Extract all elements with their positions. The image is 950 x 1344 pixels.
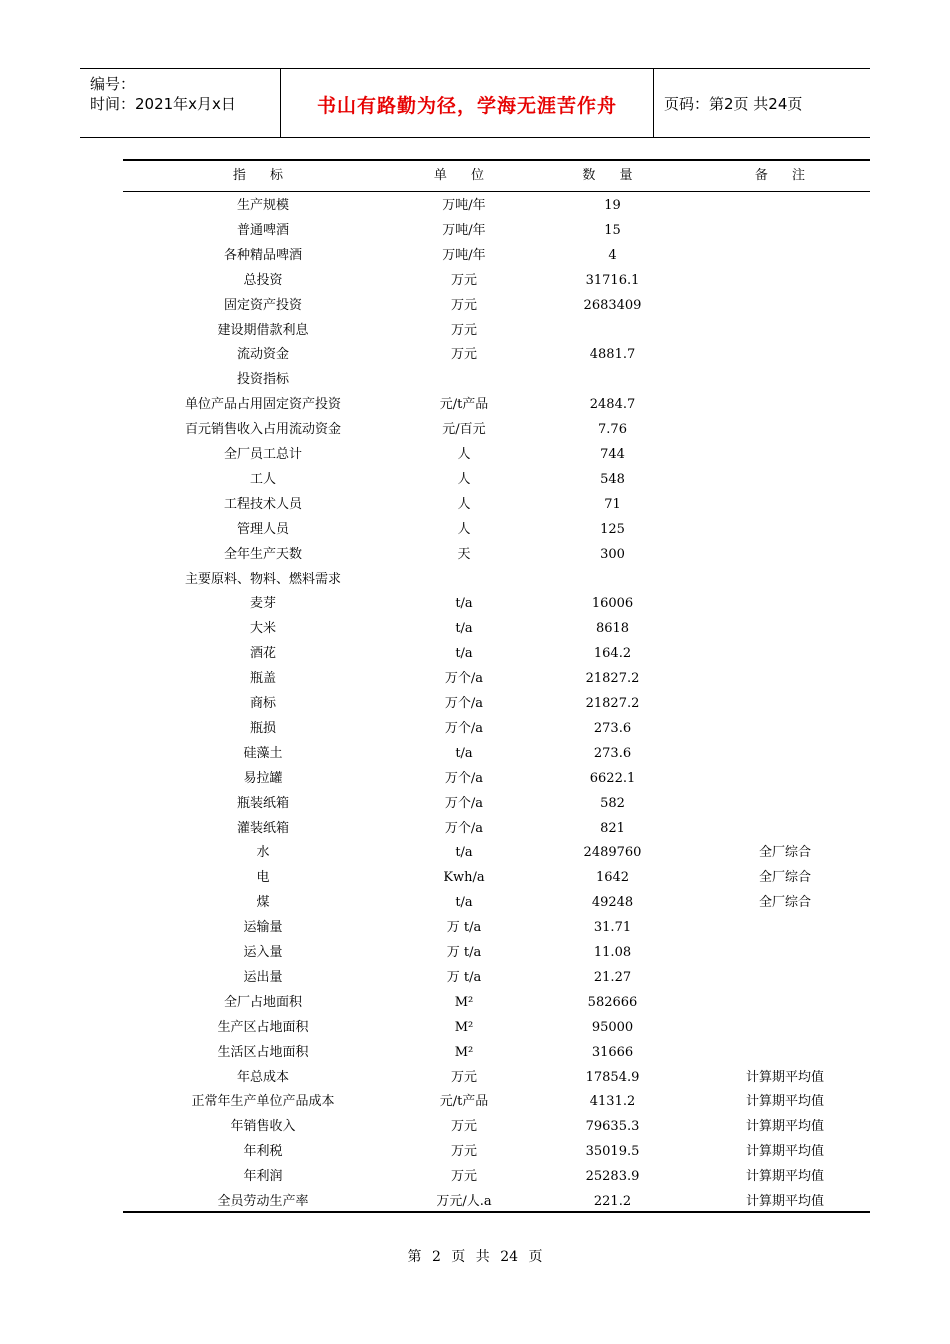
- table-row: [123, 940, 870, 965]
- row-unit: t/a: [455, 745, 473, 761]
- table-row: [123, 542, 870, 567]
- row-indicator: 固定资产投资: [223, 297, 302, 313]
- table-header-row: [123, 161, 870, 192]
- row-indicator: 单位产品占用固定资产投资: [184, 397, 341, 413]
- row-quantity: 17854.9: [585, 1069, 640, 1085]
- row-quantity: 21827.2: [585, 671, 640, 687]
- row-unit: 人: [457, 447, 471, 462]
- table-row: [123, 218, 870, 243]
- row-unit: 万元: [450, 322, 477, 338]
- row-quantity: 79635.3: [585, 1119, 640, 1135]
- row-unit: t/a: [455, 845, 473, 861]
- row-indicator: 大米: [249, 621, 276, 637]
- row-indicator: 灌装纸箱: [236, 820, 289, 836]
- row-indicator: 全年生产天数: [223, 546, 302, 562]
- row-unit: 万个/a: [444, 820, 484, 836]
- row-unit: M²: [454, 1044, 474, 1060]
- page-footer: 第 2 页 共 24 页: [407, 1249, 543, 1265]
- row-indicator: 工人: [249, 471, 276, 487]
- row-quantity: 2484.7: [589, 397, 636, 413]
- table-row: [123, 1089, 870, 1114]
- table-row: [123, 641, 870, 666]
- row-quantity: 548: [600, 471, 625, 487]
- row-quantity: 821: [600, 820, 625, 836]
- table-row: [123, 666, 870, 691]
- row-indicator: 运入量: [243, 945, 283, 960]
- row-quantity: 19: [604, 198, 621, 213]
- row-indicator: 水: [256, 845, 270, 861]
- row-indicator: 煤: [256, 895, 270, 911]
- row-indicator: 年利润: [243, 1169, 283, 1185]
- row-quantity: 35019.5: [585, 1144, 640, 1160]
- row-unit: t/a: [455, 596, 473, 612]
- table-row: [123, 965, 870, 990]
- row-indicator: 硅藻土: [243, 745, 283, 761]
- row-quantity: 95000: [591, 1019, 634, 1035]
- row-quantity: 25283.9: [585, 1169, 640, 1185]
- table-row: [123, 1139, 870, 1164]
- table-row: [123, 741, 870, 766]
- row-indicator: 年利税: [243, 1144, 283, 1160]
- row-unit: 天: [457, 546, 471, 562]
- row-note: 全厂综合: [758, 845, 811, 861]
- row-indicator: 瓶装纸箱: [236, 795, 289, 811]
- row-indicator: 酒花: [249, 646, 276, 662]
- row-indicator: 全厂占地面积: [223, 994, 302, 1010]
- table-row: [123, 616, 870, 641]
- row-indicator: 各种精品啤酒: [223, 247, 302, 263]
- row-note: 计算期平均值: [745, 1119, 824, 1135]
- row-unit: 万元: [450, 1144, 477, 1160]
- row-indicator: 全员劳动生产率: [217, 1194, 309, 1209]
- row-quantity: 273.6: [593, 720, 632, 736]
- row-quantity: 21827.2: [585, 696, 640, 711]
- row-unit: 万元: [450, 297, 477, 313]
- row-note: 全厂综合: [758, 895, 811, 911]
- indicator-table: [123, 159, 870, 1209]
- row-quantity: 4131.2: [589, 1094, 636, 1110]
- row-indicator: 主要原料、物料、燃料需求: [184, 571, 341, 587]
- row-indicator: 投资指标: [236, 372, 289, 388]
- table-row: [123, 517, 870, 542]
- column-header-note: 备 注: [754, 168, 816, 183]
- row-unit: 万元: [450, 272, 477, 288]
- row-quantity: 744: [600, 447, 625, 462]
- row-quantity: 4881.7: [589, 347, 636, 363]
- table-row: [123, 467, 870, 492]
- row-note: 计算期平均值: [745, 1094, 824, 1110]
- table-row: [123, 791, 870, 816]
- row-unit: 万元: [450, 1069, 477, 1085]
- header-right-cell: [654, 69, 870, 137]
- column-header-indicator: 指 标: [232, 168, 294, 183]
- row-quantity: 31666: [591, 1044, 634, 1060]
- doc-number-label: 编号：: [90, 75, 136, 93]
- row-quantity: 125: [600, 521, 625, 537]
- row-indicator: 年总成本: [236, 1069, 289, 1085]
- table-row: [123, 268, 870, 293]
- row-quantity: 300: [600, 546, 625, 562]
- row-unit: M²: [454, 1019, 474, 1035]
- row-unit: 人: [457, 471, 471, 487]
- row-indicator: 生活区占地面积: [217, 1044, 309, 1060]
- row-indicator: 瓶盖: [249, 671, 276, 687]
- row-indicator: 麦芽: [249, 596, 276, 612]
- row-unit: 万个/a: [444, 770, 484, 786]
- row-unit: 万 t/a: [446, 945, 482, 960]
- table-row: [123, 766, 870, 791]
- row-unit: Kwh/a: [443, 870, 485, 886]
- row-unit: t/a: [455, 895, 473, 911]
- row-quantity: 2489760: [583, 845, 642, 861]
- row-note: 计算期平均值: [745, 1144, 824, 1160]
- table-row: [123, 990, 870, 1015]
- table-row: [123, 367, 870, 392]
- row-quantity: 273.6: [593, 745, 632, 761]
- row-unit: 万个/a: [444, 696, 484, 711]
- table-row: [123, 243, 870, 268]
- table-row: [123, 816, 870, 841]
- row-unit: 万个/a: [444, 671, 484, 687]
- table-row: [123, 392, 870, 417]
- row-indicator: 工程技术人员: [223, 496, 302, 512]
- table-row: [123, 417, 870, 442]
- row-indicator: 正常年生产单位产品成本: [191, 1094, 335, 1110]
- row-quantity: 1642: [595, 870, 630, 886]
- row-unit: t/a: [455, 621, 473, 637]
- row-indicator: 建设期借款利息: [217, 322, 309, 338]
- table-row: [123, 865, 870, 890]
- row-quantity: 8618: [595, 621, 630, 637]
- row-quantity: 4: [608, 247, 617, 263]
- row-unit: 万元: [450, 1119, 477, 1135]
- row-unit: 万吨/年: [442, 222, 486, 238]
- table-row: [123, 1040, 870, 1065]
- row-indicator: 易拉罐: [243, 770, 283, 786]
- row-unit: 万元: [450, 347, 477, 363]
- table-row: [123, 567, 870, 592]
- header-motto: 书山有路勤为径，学海无涯苦作舟: [316, 95, 617, 117]
- doc-date-label: 时间：2021年x月x日: [90, 95, 236, 113]
- table-row: [123, 890, 870, 915]
- row-unit: 万个/a: [444, 720, 484, 736]
- row-note: 计算期平均值: [745, 1169, 824, 1185]
- row-unit: 元/百元: [442, 422, 486, 438]
- row-unit: M²: [454, 994, 474, 1010]
- table-row: [123, 193, 870, 218]
- row-quantity: 11.08: [593, 945, 632, 960]
- row-indicator: 普通啤酒: [236, 222, 289, 238]
- column-header-unit: 单 位: [433, 168, 495, 183]
- row-quantity: 21.27: [593, 969, 632, 985]
- page-header: [80, 68, 870, 138]
- row-note: 全厂综合: [758, 870, 811, 886]
- row-indicator: 运输量: [243, 920, 283, 936]
- row-unit: 元/t产品: [439, 1094, 489, 1110]
- table-row: [123, 691, 870, 716]
- table-row: [123, 840, 870, 865]
- header-middle-cell: [281, 69, 654, 137]
- table-row: [123, 1065, 870, 1090]
- row-quantity: 71: [604, 496, 621, 512]
- table-row: [123, 492, 870, 517]
- table-row: [123, 342, 870, 367]
- row-quantity: 31.71: [593, 920, 632, 936]
- row-indicator: 电: [256, 870, 270, 886]
- row-quantity: 6622.1: [589, 770, 636, 786]
- row-indicator: 流动资金: [236, 347, 289, 363]
- table-bottom-rule: [123, 1211, 870, 1213]
- table-row: [123, 1114, 870, 1139]
- table-row: [123, 318, 870, 343]
- row-quantity: 15: [604, 222, 621, 238]
- row-unit: 万 t/a: [446, 969, 482, 985]
- row-unit: t/a: [455, 646, 473, 662]
- row-indicator: 百元销售收入占用流动资金: [184, 422, 341, 438]
- table-row: [123, 716, 870, 741]
- table-row: [123, 1015, 870, 1040]
- row-quantity: 7.76: [598, 422, 627, 438]
- row-indicator: 全厂员工总计: [223, 447, 302, 462]
- row-quantity: 2683409: [583, 297, 642, 313]
- row-indicator: 瓶损: [249, 720, 276, 736]
- row-note: 计算期平均值: [745, 1069, 824, 1085]
- table-row: [123, 1164, 870, 1189]
- table-row: [123, 915, 870, 940]
- row-indicator: 商标: [249, 696, 276, 711]
- row-quantity: 31716.1: [585, 272, 640, 288]
- row-unit: 万个/a: [444, 795, 484, 811]
- row-unit: 元/t产品: [439, 397, 489, 413]
- row-unit: 万元: [450, 1169, 477, 1185]
- row-note: 计算期平均值: [745, 1194, 824, 1209]
- table-body: [123, 193, 870, 1209]
- row-quantity: 221.2: [593, 1194, 632, 1209]
- row-unit: 万吨/年: [442, 198, 486, 213]
- row-unit: 万吨/年: [442, 247, 486, 263]
- row-quantity: 164.2: [593, 646, 632, 662]
- column-header-quantity: 数 量: [582, 168, 643, 183]
- row-quantity: 16006: [591, 596, 634, 612]
- table-row: [123, 591, 870, 616]
- row-indicator: 管理人员: [236, 521, 289, 537]
- row-quantity: 582: [600, 795, 625, 811]
- row-unit: 人: [457, 496, 471, 512]
- row-unit: 人: [457, 521, 471, 537]
- table-row: [123, 442, 870, 467]
- row-indicator: 生产规模: [236, 198, 289, 213]
- row-indicator: 年销售收入: [230, 1119, 296, 1135]
- row-quantity: 582666: [587, 994, 638, 1010]
- table-row: [123, 293, 870, 318]
- row-indicator: 运出量: [243, 969, 283, 985]
- row-indicator: 总投资: [243, 272, 283, 288]
- row-indicator: 生产区占地面积: [217, 1019, 309, 1035]
- header-left-cell: [80, 69, 281, 137]
- row-unit: 万元/人.a: [436, 1194, 492, 1209]
- row-unit: 万 t/a: [446, 920, 482, 936]
- row-quantity: 49248: [591, 895, 634, 911]
- header-page-info: 页码：第2页 共24页: [664, 95, 803, 113]
